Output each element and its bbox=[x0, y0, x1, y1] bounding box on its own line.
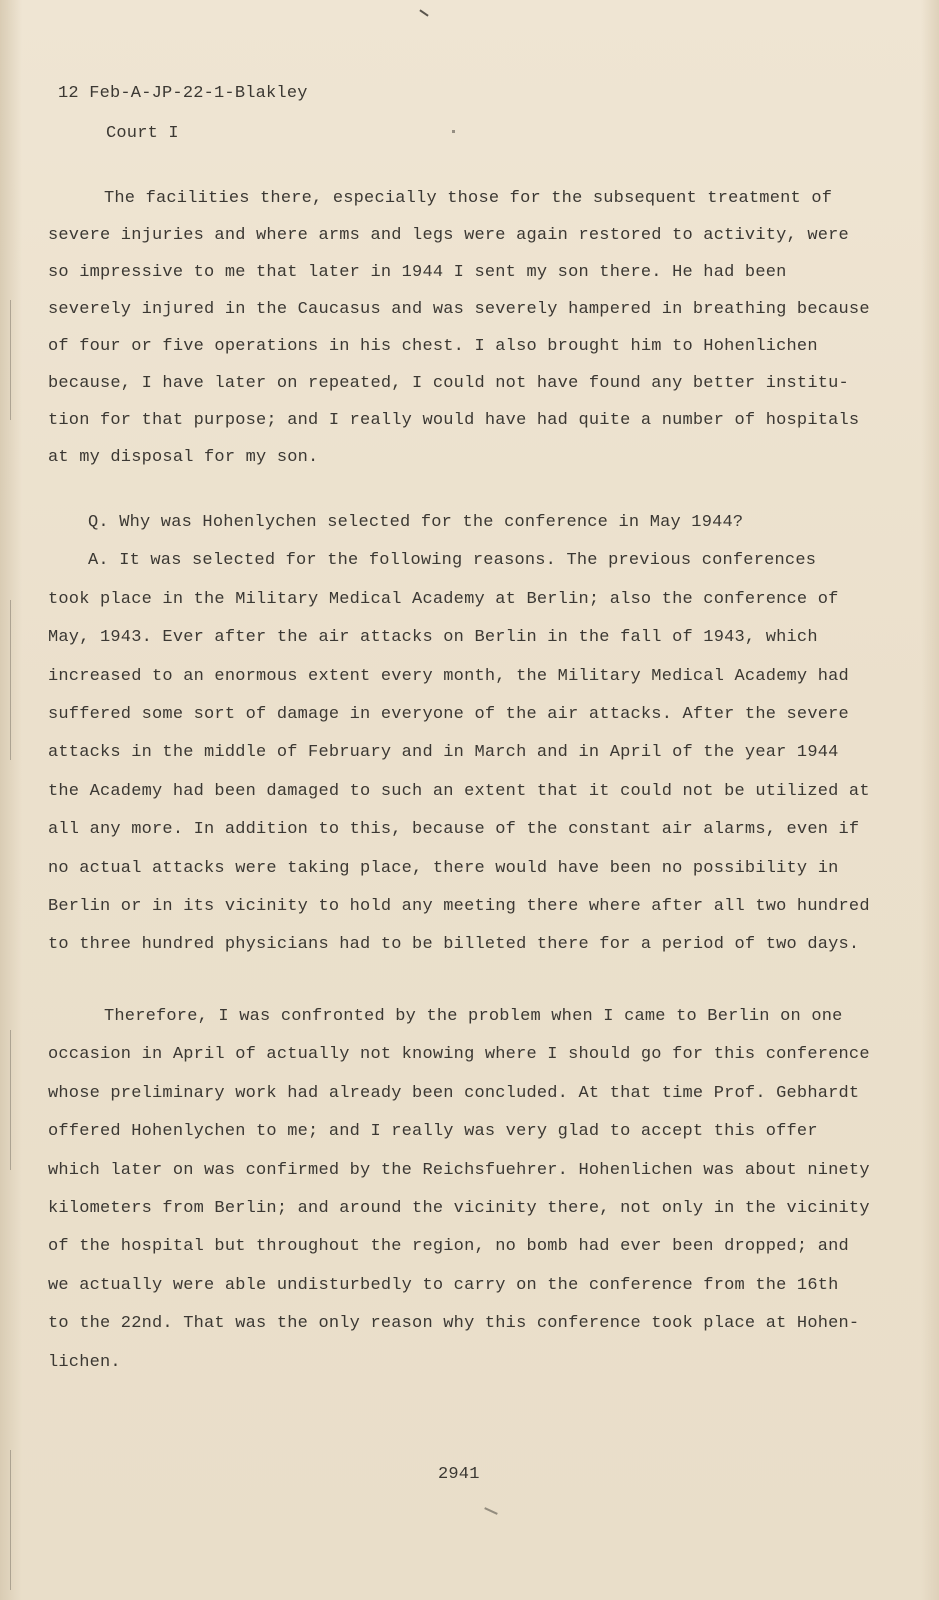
ink-mark-top bbox=[419, 9, 428, 16]
answer-line: attacks in the middle of February and in March and in April of the year 1944 bbox=[48, 743, 839, 763]
text-line: lichen. bbox=[48, 1352, 121, 1372]
answer-line: A. It was selected for the following reasons. The previous conferences bbox=[88, 551, 817, 571]
answer-line: no actual attacks were taking place, there would have been no possibility in bbox=[48, 858, 839, 878]
margin-tear-line bbox=[10, 1450, 11, 1590]
question-answer bbox=[48, 504, 870, 965]
ink-dot bbox=[452, 130, 455, 133]
text-line: tion for that purpose; and I really would have had quite a number of hospitals bbox=[48, 411, 860, 430]
text-line: occasion in April of actually not knowing where I should go for this conference bbox=[48, 1045, 870, 1065]
text-line: offered Hohenlychen to me; and I really was very glad to accept this offer bbox=[48, 1122, 818, 1142]
text-line: because, I have later on repeated, I could not have found any better institu- bbox=[48, 374, 849, 393]
ink-mark-bottom bbox=[484, 1507, 498, 1515]
margin-tear-line bbox=[10, 300, 11, 420]
page-right-edge-shadow bbox=[921, 0, 939, 1600]
page-number: 2941 bbox=[438, 1465, 480, 1484]
text-line: Therefore, I was confronted by the problem when I came to Berlin on one bbox=[104, 1007, 843, 1026]
text-line: of the hospital but throughout the region, no bomb had ever been dropped; and bbox=[48, 1237, 849, 1257]
margin-tear-line bbox=[10, 1030, 11, 1170]
answer-line: to three hundred physicians had to be billeted there for a period of two days. bbox=[48, 935, 860, 955]
text-line: severe injuries and where arms and legs were again restored to activity, were bbox=[48, 226, 849, 245]
text-line: to the 22nd. That was the only reason why this conference took place at Hohen- bbox=[48, 1314, 860, 1334]
text-line: so impressive to me that later in 1944 I sent my son there. He had been bbox=[48, 263, 787, 282]
text-line: kilometers from Berlin; and around the vicinity there, not only in the vicinity bbox=[48, 1198, 870, 1218]
text-line: whose preliminary work had already been concluded. At that time Prof. Gebhardt bbox=[48, 1083, 860, 1103]
document-reference: 12 Feb-A-JP-22-1-Blakley bbox=[58, 84, 308, 103]
margin-tear-line bbox=[10, 600, 11, 760]
answer-line: increased to an enormous extent every month, the Military Medical Academy had bbox=[48, 666, 849, 686]
answer-line: took place in the Military Medical Academy at Berlin; also the conference of bbox=[48, 589, 839, 609]
answer-line: the Academy had been damaged to such an extent that it could not be utilized at bbox=[48, 781, 870, 801]
answer-line: May, 1943. Ever after the air attacks on Berlin in the fall of 1943, which bbox=[48, 628, 818, 648]
text-line: The facilities there, especially those for the subsequent treatment of bbox=[104, 189, 833, 208]
text-line: of four or five operations in his chest. I also brought him to Hohenlichen bbox=[48, 337, 818, 356]
text-line: severely injured in the Caucasus and was severely hampered in breathing because bbox=[48, 300, 870, 319]
text-line: at my disposal for my son. bbox=[48, 448, 319, 467]
text-line: we actually were able undisturbedly to carry on the conference from the 16th bbox=[48, 1275, 839, 1295]
paragraph-1 bbox=[48, 180, 870, 476]
answer-line: all any more. In addition to this, because of the constant air alarms, even if bbox=[48, 820, 860, 840]
answer-line: Berlin or in its vicinity to hold any meeting there where after all two hundred bbox=[48, 896, 870, 916]
page-left-edge-shadow bbox=[0, 0, 22, 1600]
court-label: Court I bbox=[106, 124, 179, 143]
question-line: Q. Why was Hohenlychen selected for the conference in May 1944? bbox=[88, 513, 744, 532]
answer-line: suffered some sort of damage in everyone of the air attacks. After the severe bbox=[48, 704, 849, 724]
paragraph-3 bbox=[48, 998, 870, 1382]
text-line: which later on was confirmed by the Reichsfuehrer. Hohenlichen was about ninety bbox=[48, 1160, 870, 1180]
